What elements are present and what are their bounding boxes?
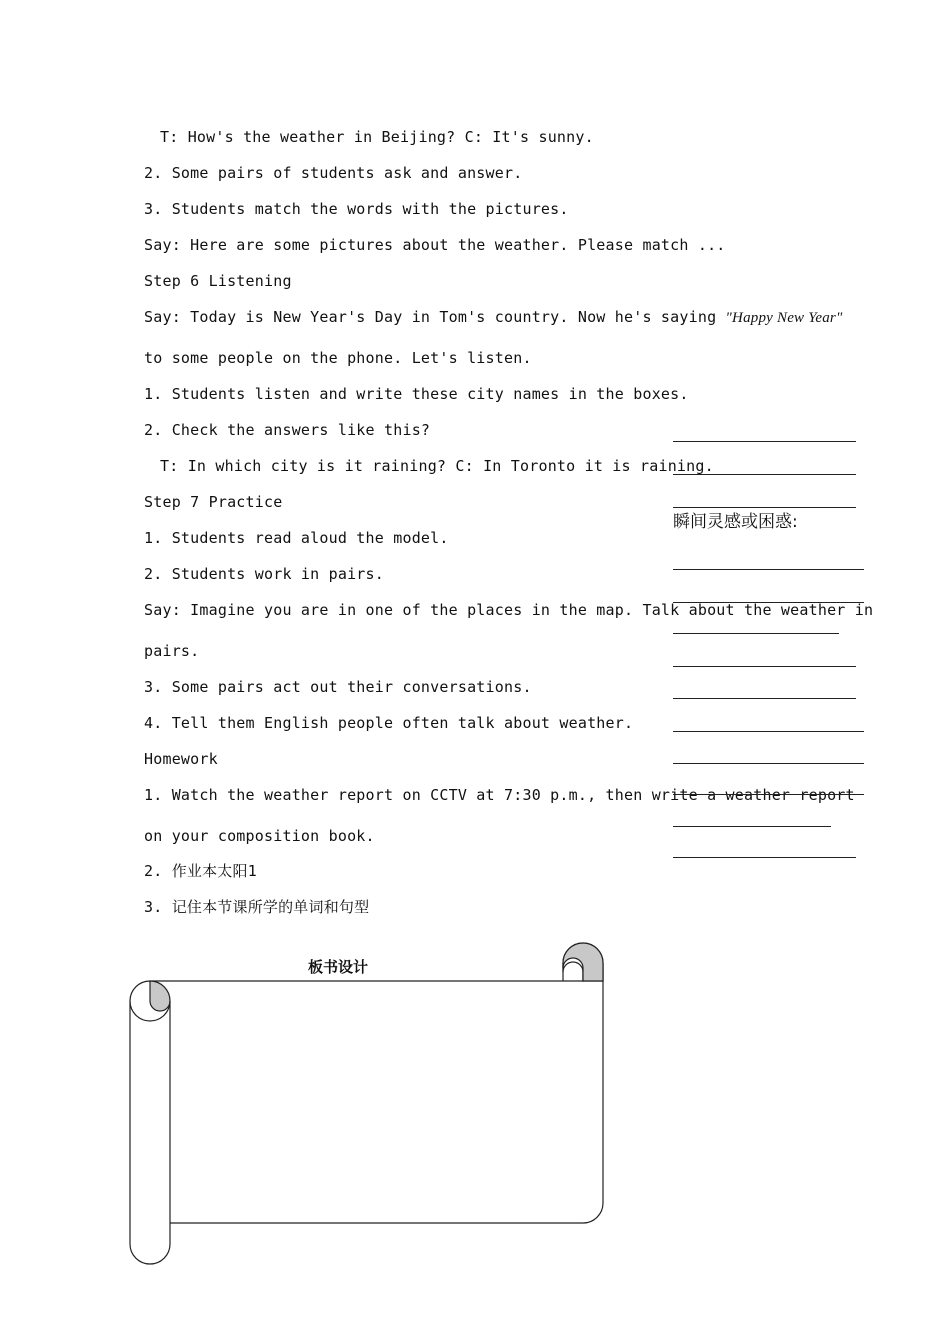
list-item: 4. Tell them English people often talk about weather. [144, 714, 634, 732]
scroll-roll-left [130, 981, 170, 1264]
list-item: 2. Students work in pairs. [144, 565, 384, 583]
homework-item: 2. 作业本太阳1 [144, 862, 257, 880]
homework-item-continued: on your composition book. [144, 827, 375, 845]
board-title: 板书设计 [308, 958, 369, 976]
section-heading: Homework [144, 750, 218, 768]
say-line: Say: Imagine you are in one of the places in the map. Talk about the weather in [144, 601, 874, 619]
say-line-continued: pairs. [144, 642, 200, 660]
list-item: 3. Students match the words with the pictures. [144, 200, 569, 218]
homework-item: 3. 记住本节课所学的单词和句型 [144, 898, 370, 916]
say-line: Say: Here are some pictures about the weather. Please match ... [144, 236, 726, 254]
dialogue-line: T: How's the weather in Beijing? C: It's sunny. [160, 128, 594, 146]
say-text: Say: Today is New Year's Day in Tom's country. Now he's saying [144, 308, 726, 326]
list-item: 3. Some pairs act out their conversations. [144, 678, 532, 696]
list-item: 2. Check the answers like this? [144, 421, 431, 439]
list-item: 2. Some pairs of students ask and answer. [144, 164, 523, 182]
step-heading: Step 6 Listening [144, 272, 292, 290]
list-item: 1. Students read aloud the model. [144, 529, 449, 547]
step-heading: Step 7 Practice [144, 493, 283, 511]
notes-title: 瞬间灵感或困惑: [673, 512, 798, 532]
quoted-phrase: "Happy New Year" [725, 310, 843, 326]
dialogue-line: T: In which city is it raining? C: In Toronto it is raining. [160, 457, 714, 475]
homework-item: 1. Watch the weather report on CCTV at 7:30 p.m., then write a weather report [144, 786, 855, 804]
scroll-body [150, 960, 603, 1223]
say-line-continued: to some people on the phone. Let's listen. [144, 349, 532, 367]
list-item: 1. Students listen and write these city names in the boxes. [144, 385, 689, 403]
